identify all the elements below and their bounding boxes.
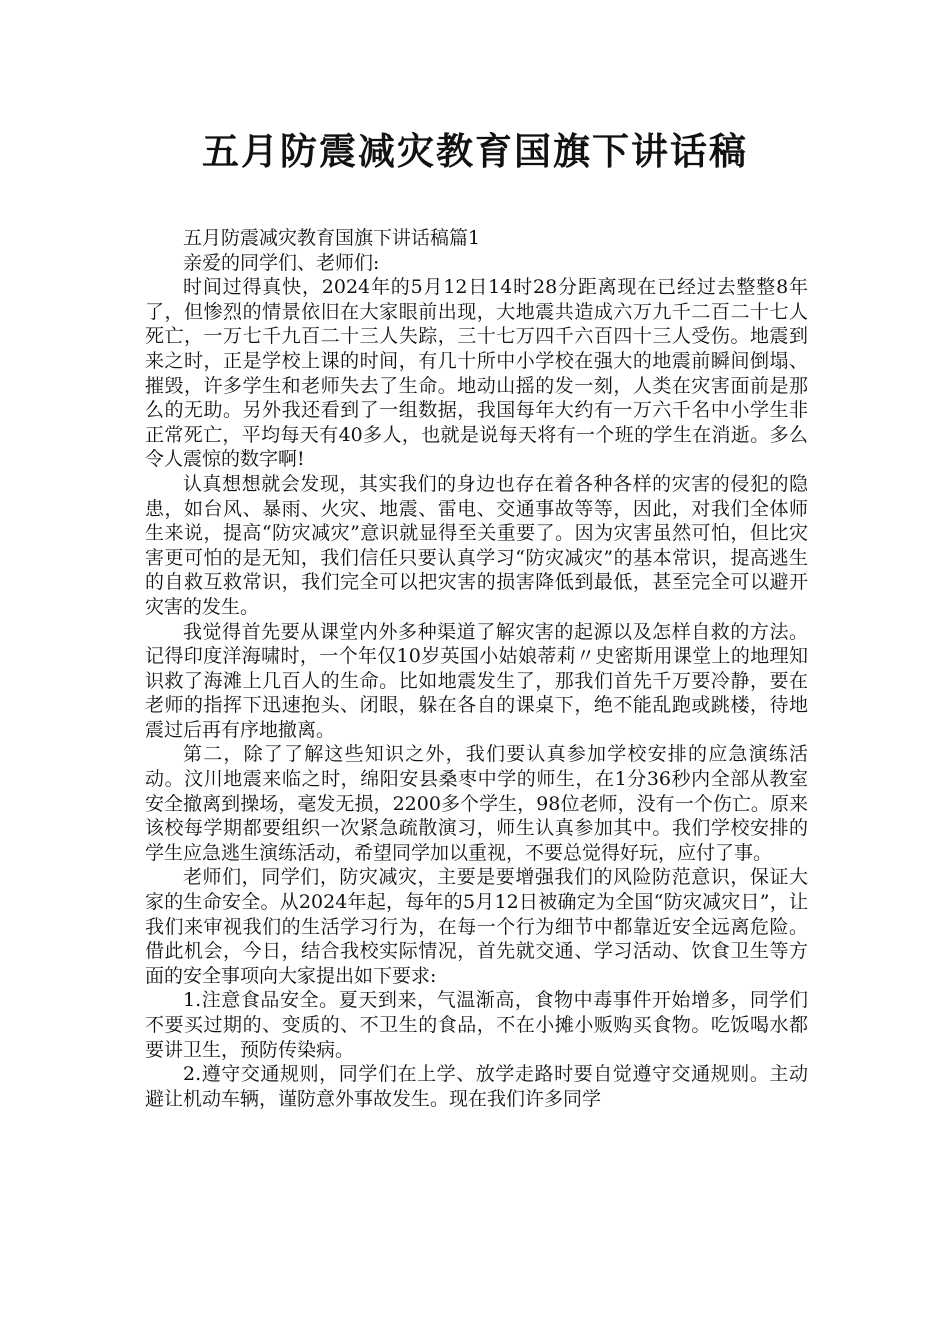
body-paragraph: 时间过得真快，2024年的5月12日14时28分距离现在已经过去整整8年了，但惨烈的情景依旧在大家眼前出现，大地震共造成六万九千二百二十七人死亡，一万七千九百二十三人失踪，三十七万四千六百四十三人受伤。地震到来之时，正是学校上课的时间，有几十所中小学校在强大的地震前瞬间倒塌、摧毁，许多学生和老师失去了生命。地动山摇的发一刻，人类在灾害面前是那么的无助。另外我还看到了一组数据，我国每年大约有一万六千名中小学生非正常死亡，平均每天有40多人，也就是说每天将有一个班的学生在消逝。多么令人震惊的数字啊! xyxy=(145,276,808,471)
body-paragraph: 老师们，同学们，防灾减灾，主要是要增强我们的风险防范意识，保证大家的生命安全。从2024年起，每年的5月12日被确定为全国“防灾减灾日”，让我们来审视我们的生活学习行为，在每一个行为细节中都靠近安全远离危险。借此机会，今日，结合我校实际情况，首先就交通、学习活动、饮食卫生等方面的安全事项向大家提出如下要求: xyxy=(145,866,808,987)
document-body xyxy=(145,226,808,1111)
body-paragraph: 认真想想就会发现，其实我们的身边也存在着各种各样的灾害的侵犯的隐患，如台风、暴雨、火灾、地震、雷电、交通事故等等，因此，对我们全体师生来说，提高“防灾减灾”意识就显得至关重要了。因为灾害虽然可怕，但比灾害更可怕的是无知，我们信任只要认真学习“防灾减灾”的基本常识，提高逃生的自救互救常识，我们完全可以把灾害的损害降低到最低，甚至完全可以避开灾害的发生。 xyxy=(145,472,808,618)
body-paragraph: 第二，除了了解这些知识之外，我们要认真参加学校安排的应急演练活动。汶川地震来临之时，绵阳安县桑枣中学的师生，在1分36秒内全部从教室安全撤离到操场，毫发无损，2200多个学生，98位老师，没有一个伤亡。原来该校每学期都要组织一次紧急疏散演习，师生认真参加其中。我们学校安排的学生应急逃生演练活动，希望同学加以重视，不要总觉得好玩，应付了事。 xyxy=(145,743,808,864)
salutation: 亲爱的同学们、老师们: xyxy=(183,251,380,274)
list-item: 1.注意食品安全。夏天到来，气温渐高，食物中毒事件开始增多，同学们不要买过期的、变质的、不卫生的食品，不在小摊小贩购买食物。吃饭喝水都要讲卫生，预防传染病。 xyxy=(145,989,808,1061)
list-item: 2.遵守交通规则，同学们在上学、放学走路时要自觉遵守交通规则。主动避让机动车辆，谨防意外事故发生。现在我们许多同学 xyxy=(145,1063,808,1110)
section-heading: 五月防震减灾教育国旗下讲话稿篇1 xyxy=(183,227,481,249)
body-paragraph: 我觉得首先要从课堂内外多种渠道了解灾害的起源以及怎样自救的方法。记得印度洋海啸时，一个年仅10岁英国小姑娘蒂莉〃史密斯用课堂上的地理知识救了海滩上几百人的生命。比如地震发生了，那我们首先千万要冷静，要在老师的指挥下迅速抱头、闭眼，躲在各自的课桌下，绝不能乱跑或跳楼，待地震过后再有序地撤离。 xyxy=(145,620,808,741)
document-title: 五月防震减灾教育国旗下讲话稿 xyxy=(202,130,748,173)
